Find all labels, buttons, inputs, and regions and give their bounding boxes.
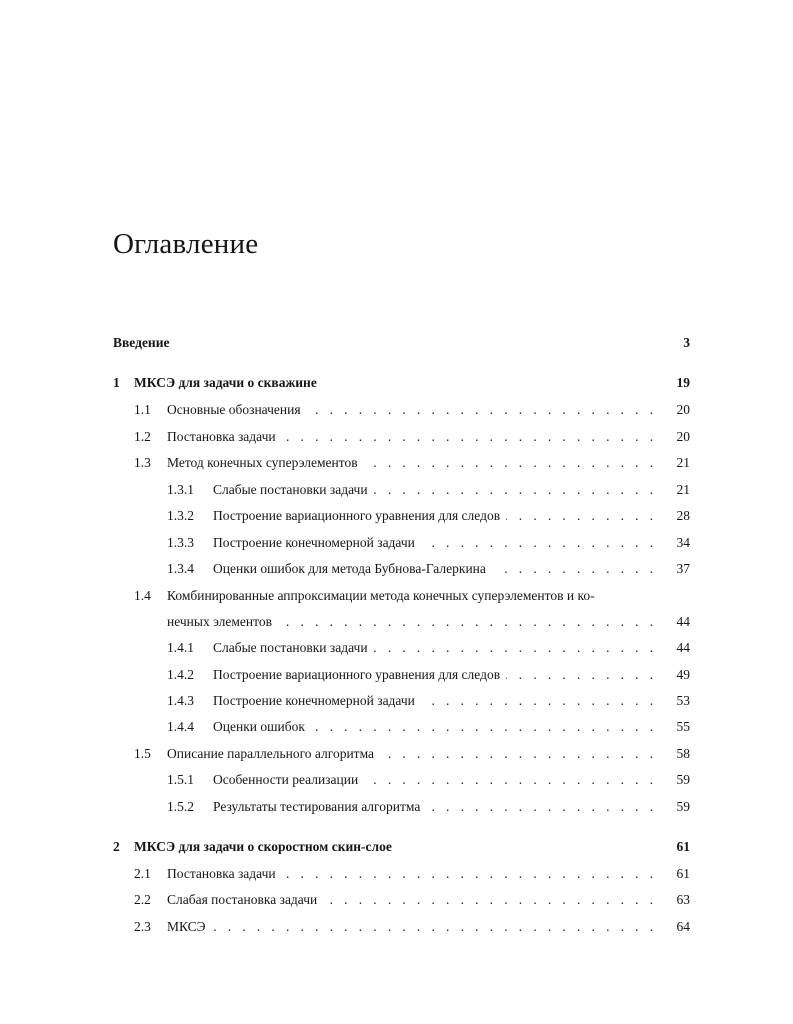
toc-entry-title: нечных элементов — [167, 614, 272, 629]
toc-entry-number: 1.3.3 — [167, 535, 194, 550]
toc-entry-title: МКСЭ для задачи о скважине — [134, 375, 317, 390]
toc-entry-title: Результаты тестирования алгоритма — [213, 799, 421, 814]
dot-leader — [506, 506, 657, 526]
toc-entry-introduction[interactable] — [0, 333, 793, 353]
dot-leader — [421, 533, 657, 553]
toc-entry-number: 1.4.3 — [167, 693, 194, 708]
toc-entry-subsection[interactable] — [0, 480, 793, 500]
dot-leader — [307, 400, 657, 420]
toc-entry-page: 20 — [676, 429, 690, 444]
toc-entry-title: Основные обозначения — [167, 402, 301, 417]
toc-entry-title: МКСЭ — [167, 919, 206, 934]
toc-entry-title: Метод конечных суперэлементов — [167, 455, 358, 470]
toc-entry-page: 21 — [676, 455, 690, 470]
toc-entry-title: Комбинированные аппроксимации метода конечных суперэлементов и ко- — [167, 588, 595, 603]
toc-entry-subsection[interactable] — [0, 665, 793, 685]
toc-entry-subsection[interactable] — [0, 770, 793, 790]
dot-leader — [421, 691, 657, 711]
toc-entry-number: 1.4 — [134, 588, 151, 603]
toc-entry-subsection[interactable] — [0, 638, 793, 658]
dot-leader — [364, 453, 657, 473]
toc-entry-page: 19 — [676, 375, 690, 390]
toc-entry-subsection[interactable] — [0, 691, 793, 711]
toc-entry-number: 1.3.1 — [167, 482, 194, 497]
toc-entry-section[interactable] — [0, 917, 793, 937]
toc-entry-number: 1.3.2 — [167, 508, 194, 523]
dot-leader — [506, 665, 657, 685]
toc-entry-subsection[interactable] — [0, 797, 793, 817]
toc-entry-page: 44 — [676, 614, 690, 629]
toc-entry-title: Особенности реализации — [213, 772, 359, 787]
toc-entry-section[interactable] — [0, 427, 793, 447]
toc-entry-page: 21 — [676, 482, 690, 497]
toc-entry-title: Оценки ошибок — [213, 719, 305, 734]
dot-leader — [323, 890, 657, 910]
dot-leader — [426, 797, 657, 817]
toc-entry-number: 1 — [113, 375, 120, 390]
toc-entry-title: Построение конечномерной задачи — [213, 693, 415, 708]
dot-leader — [311, 717, 657, 737]
toc-entry-number: 1.5.2 — [167, 799, 194, 814]
dot-leader — [492, 559, 657, 579]
toc-entry-number: 2 — [113, 839, 120, 854]
toc-entry-number: 2.3 — [134, 919, 151, 934]
toc-entry-section[interactable] — [0, 586, 793, 606]
toc-entry-subsection[interactable] — [0, 559, 793, 579]
toc-entry-subsection[interactable] — [0, 533, 793, 553]
toc-entry-title: Слабая постановка задачи — [167, 892, 318, 907]
toc-entry-number: 2.2 — [134, 892, 151, 907]
toc-entry-page: 63 — [676, 892, 690, 907]
toc-entry-title: Введение — [113, 335, 170, 350]
toc-entry-title: Слабые постановки задачи — [213, 640, 368, 655]
toc-entry-section[interactable] — [0, 890, 793, 910]
toc-entry-page: 28 — [676, 508, 690, 523]
toc-entry-number: 1.3.4 — [167, 561, 194, 576]
toc-entry-page: 58 — [676, 746, 690, 761]
toc-entry-page: 49 — [676, 667, 690, 682]
toc-entry-title: Постановка задачи — [167, 866, 276, 881]
toc-entry-page: 34 — [676, 535, 690, 550]
dot-leader — [380, 744, 657, 764]
toc-entry-section-continuation[interactable] — [0, 612, 793, 632]
toc-entry-page: 61 — [676, 866, 690, 881]
toc-entry-number: 1.5 — [134, 746, 151, 761]
toc-entry-page: 37 — [676, 561, 690, 576]
toc-entry-number: 1.5.1 — [167, 772, 194, 787]
dot-leader — [364, 770, 657, 790]
dot-leader — [212, 917, 657, 937]
toc-entry-chapter-2[interactable] — [0, 837, 793, 857]
toc-entry-page: 55 — [676, 719, 690, 734]
toc-entry-title: Построение конечномерной задачи — [213, 535, 415, 550]
toc-entry-section[interactable] — [0, 400, 793, 420]
toc-entry-number: 1.1 — [134, 402, 151, 417]
toc-entry-page: 59 — [676, 772, 690, 787]
dot-leader — [282, 864, 657, 884]
toc-entry-title: Постановка задачи — [167, 429, 276, 444]
toc-entry-number: 2.1 — [134, 866, 151, 881]
page-title: Оглавление — [113, 228, 259, 260]
toc-entry-page: 59 — [676, 799, 690, 814]
toc-entry-number: 1.4.4 — [167, 719, 194, 734]
toc-entry-subsection[interactable] — [0, 717, 793, 737]
toc-entry-section[interactable] — [0, 864, 793, 884]
toc-entry-page: 3 — [683, 335, 690, 350]
dot-leader — [282, 427, 657, 447]
toc-entry-title: Построение вариационного уравнения для следов — [213, 667, 501, 682]
toc-entry-section[interactable] — [0, 744, 793, 764]
toc-entry-number: 1.3 — [134, 455, 151, 470]
toc-entry-title: Оценки ошибок для метода Бубнова-Галеркина — [213, 561, 486, 576]
dot-leader — [278, 612, 657, 632]
dot-leader — [374, 480, 657, 500]
dot-leader — [374, 638, 657, 658]
toc-entry-page: 61 — [676, 839, 690, 854]
toc-entry-title: Описание параллельного алгоритма — [167, 746, 375, 761]
toc-entry-subsection[interactable] — [0, 506, 793, 526]
toc-entry-page: 20 — [676, 402, 690, 417]
toc-entry-number: 1.4.1 — [167, 640, 194, 655]
toc-entry-page: 44 — [676, 640, 690, 655]
toc-entry-title: Слабые постановки задачи — [213, 482, 368, 497]
toc-entry-number: 1.4.2 — [167, 667, 194, 682]
toc-entry-title: Построение вариационного уравнения для следов — [213, 508, 501, 523]
toc-entry-section[interactable] — [0, 453, 793, 473]
toc-entry-chapter-1[interactable] — [0, 373, 793, 393]
toc-entry-page: 64 — [676, 919, 690, 934]
toc-entry-title: МКСЭ для задачи о скоростном скин-слое — [134, 839, 392, 854]
toc-entry-number: 1.2 — [134, 429, 151, 444]
toc-entry-page: 53 — [676, 693, 690, 708]
